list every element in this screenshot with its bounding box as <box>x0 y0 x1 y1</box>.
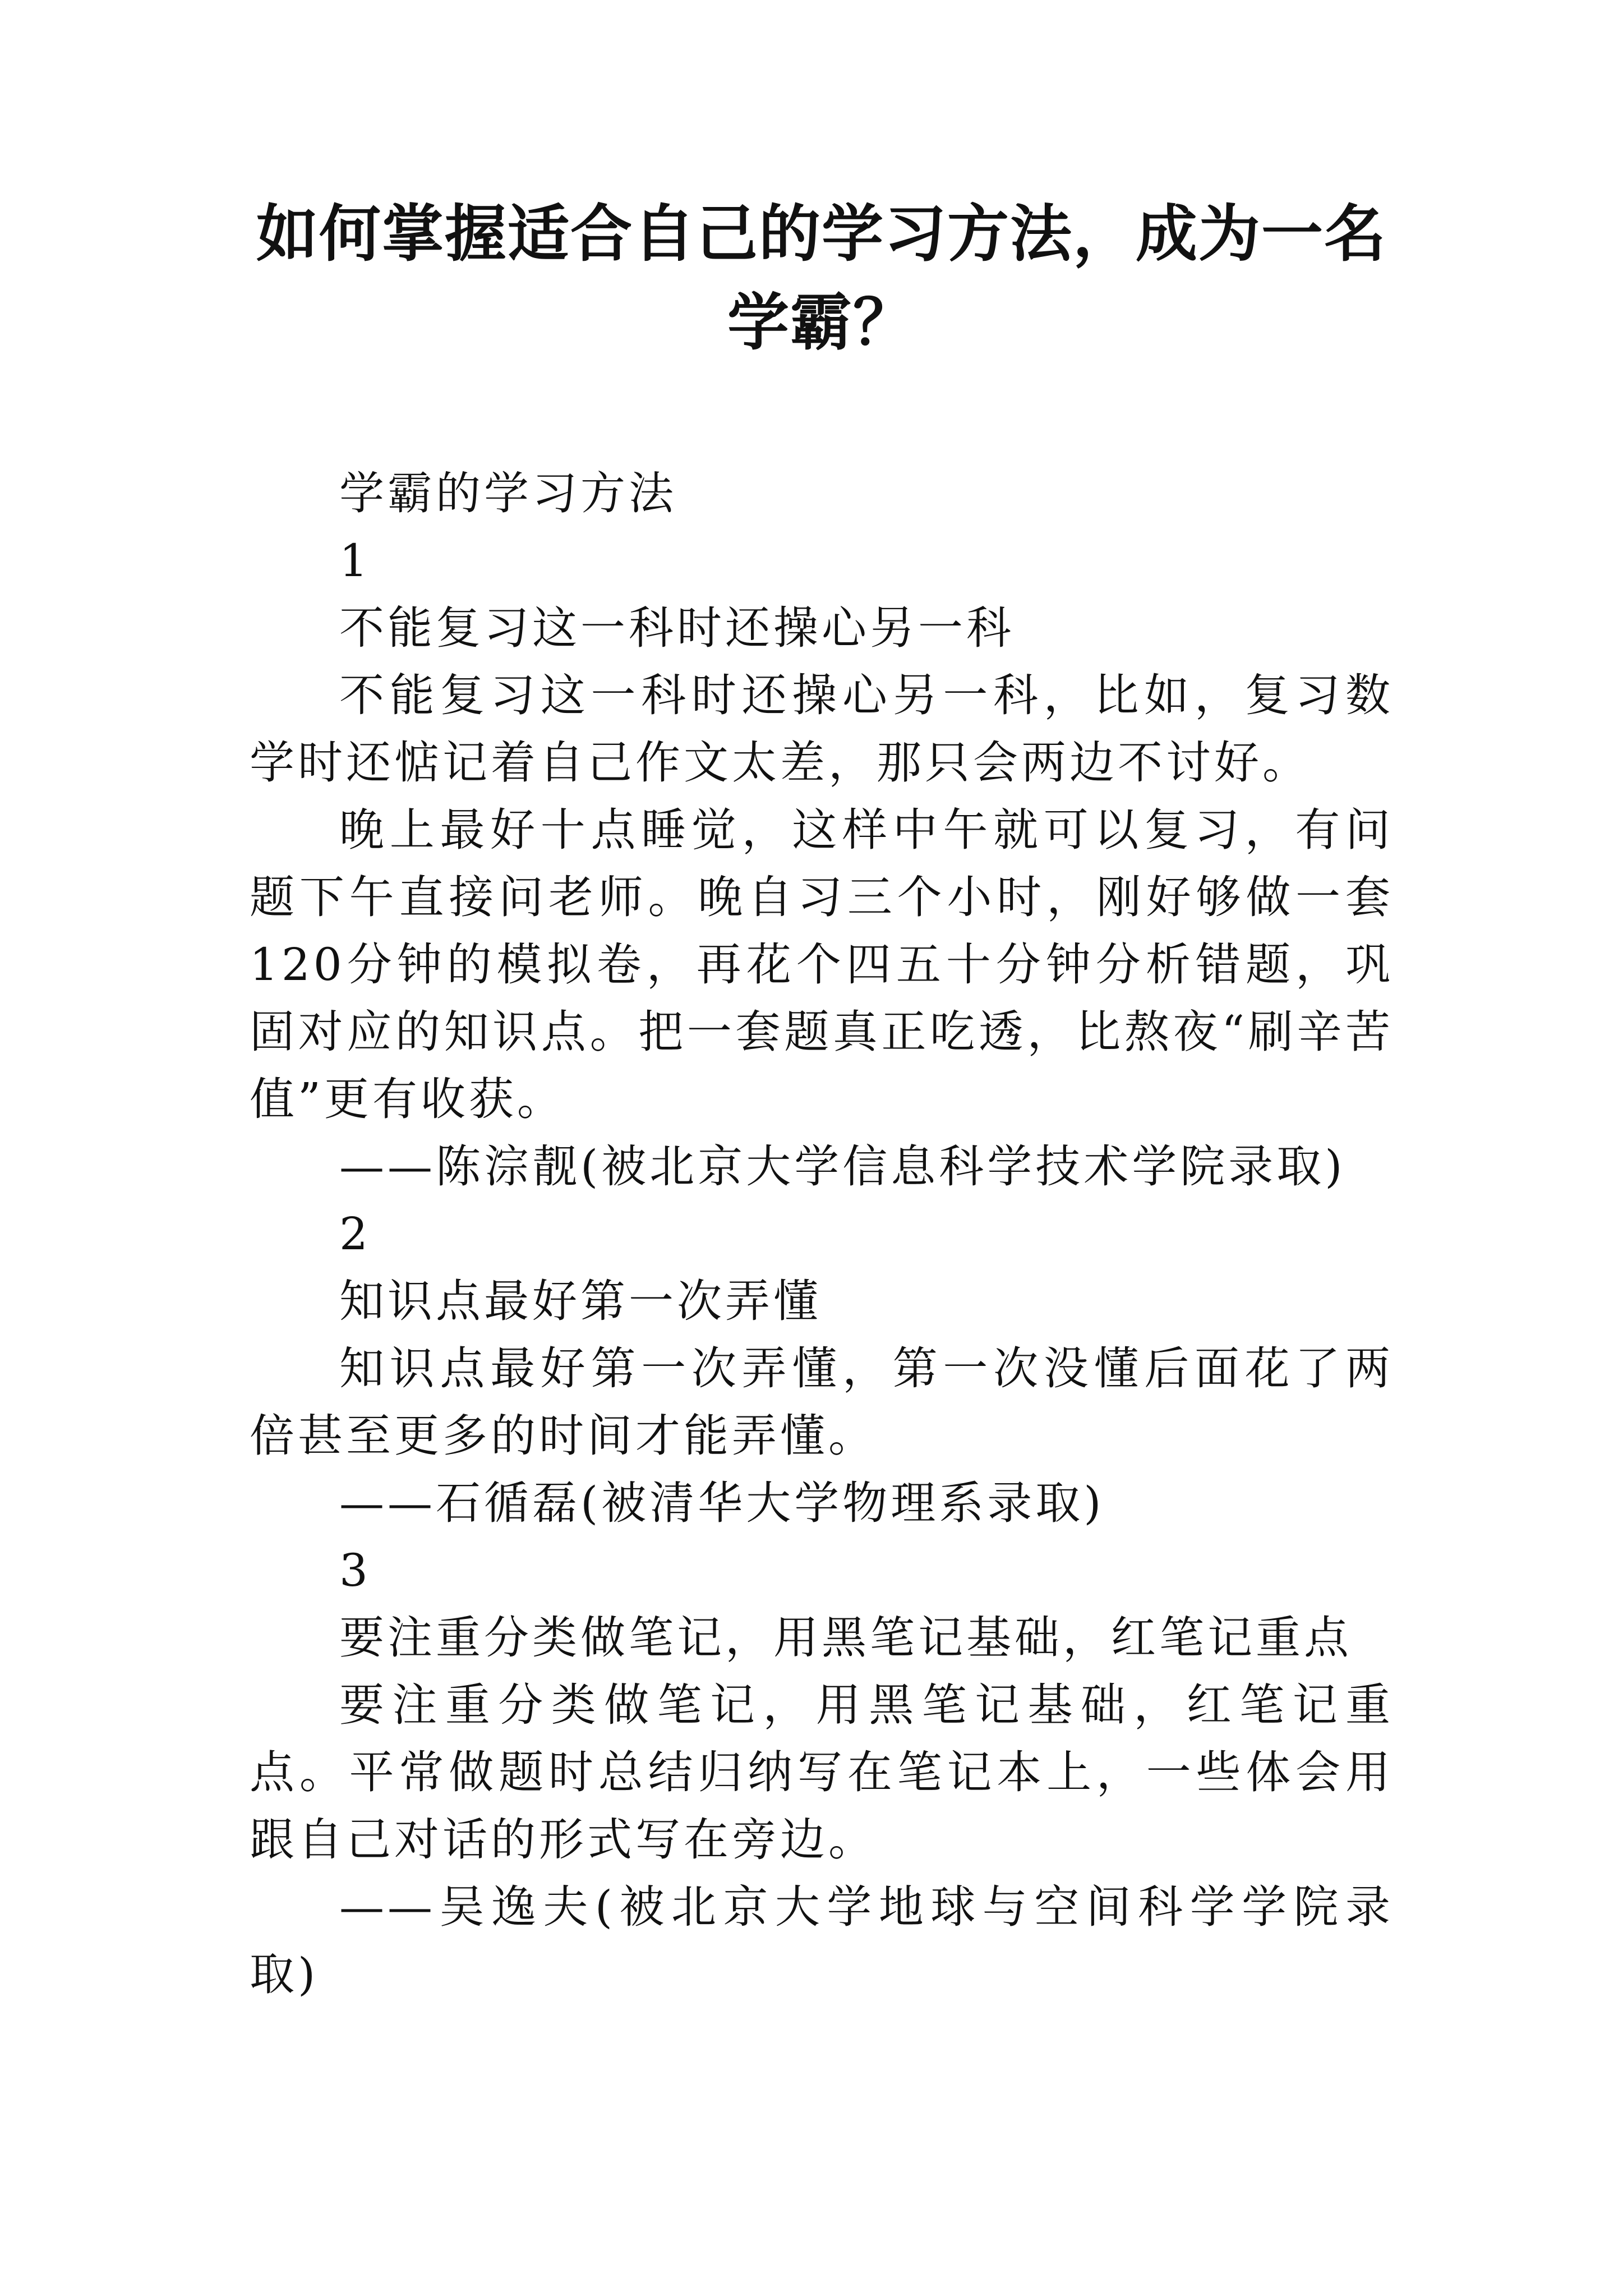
attribution: ——石循磊(被清华大学物理系录取) <box>339 1477 1105 1529</box>
item-number: 2 <box>339 1208 371 1260</box>
paragraph: 晚上最好十点睡觉，这样中午就可以复习，有问题下午直接问老师。晚自习三个小时，刚好够做一套120分钟的模拟卷，再花个四五十分钟分析错题，巩固对应的知识点。把一套题真正吃透，比熬夜“刷辛苦值”更有收获。 <box>250 804 1394 1125</box>
paragraph: 知识点最好第一次弄懂，第一次没懂后面花了两倍甚至更多的时间才能弄懂。 <box>250 1342 1394 1462</box>
item-number: 3 <box>339 1544 371 1596</box>
item-heading: 不能复习这一科时还操心另一科 <box>339 602 1015 654</box>
document-title: 如何掌握适合自己的学习方法，成为一名学霸？ <box>256 197 1387 358</box>
item-heading: 知识点最好第一次弄懂 <box>339 1275 822 1327</box>
section-heading: 学霸的学习方法 <box>339 467 677 519</box>
item-heading: 要注重分类做笔记，用黑笔记基础，红笔记重点 <box>339 1612 1352 1664</box>
document-body <box>250 460 1394 2008</box>
item-number: 1 <box>339 535 371 587</box>
attribution: ——陈淙靓(被北京大学信息科学技术学院录取) <box>339 1140 1346 1193</box>
attribution: ——吴逸夫(被北京大学地球与空间科学学院录取) <box>250 1881 1394 2000</box>
paragraph: 要注重分类做笔记，用黑笔记基础，红笔记重点。平常做题时总结归纳写在笔记本上，一些体会用跟自己对话的形式写在旁边。 <box>250 1679 1394 1866</box>
paragraph: 不能复习这一科时还操心另一科，比如，复习数学时还惦记着自己作文太差，那只会两边不讨好。 <box>250 669 1394 789</box>
